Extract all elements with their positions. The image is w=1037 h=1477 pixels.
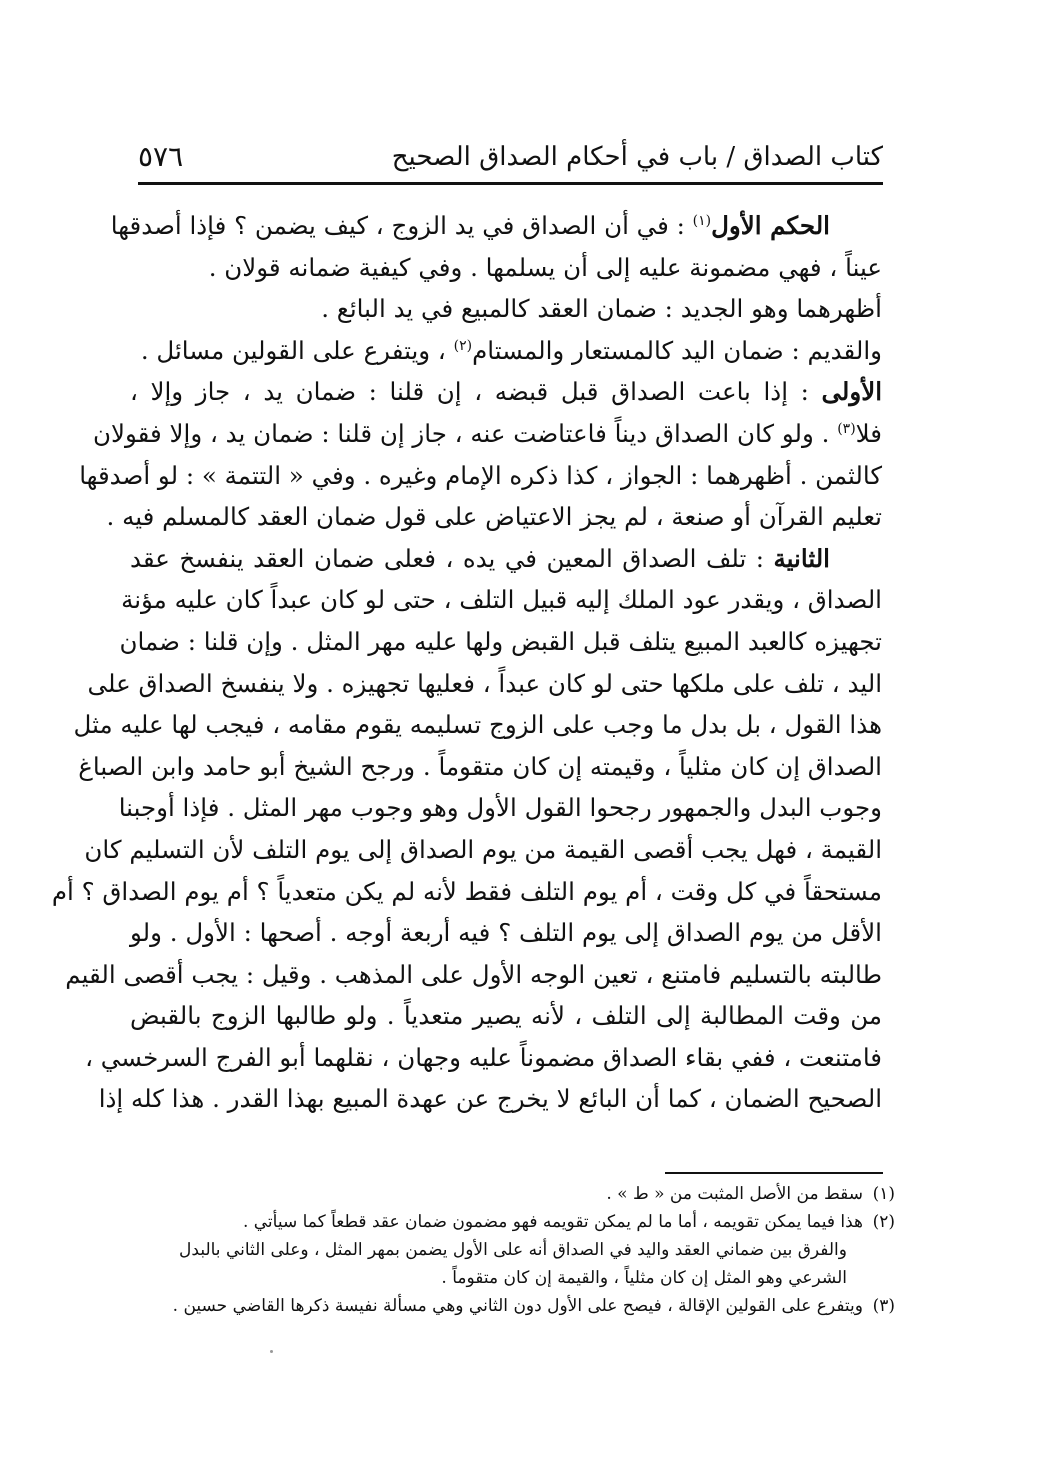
header-title: كتاب الصداق / باب في أحكام الصداق الصحيح [391, 142, 883, 172]
text-span: : إذا باعت الصداق قبل قبضه ، إن قلنا : ضمان يد ، جاز وإلا ، [130, 377, 822, 407]
text-line: كالثمن . أظهرهما : الجواز ، كذا ذكره الإمام وغيره . وفي « التتمة » : لو أصدقها [79, 460, 882, 490]
text-line: وجوب البدل والجمهور رجحوا القول الأول وهو وجوب مهر المثل . فإذا أوجبنا [118, 793, 882, 823]
footnote-text: ويتفرع على القولين الإقالة ، فيصح على الأول دون الثاني وهي مسألة نفيسة ذكرها القاضي حسين . [172, 1296, 863, 1316]
text-span: فلا [855, 418, 882, 448]
scan-speck [270, 1350, 273, 1353]
footnote-ref-1: (١) [692, 212, 712, 229]
text-line: تجهيزه كالعبد المبيع يتلف قبل القبض ولها عليه مهر المثل . وإن قلنا : ضمان [119, 626, 882, 656]
text-line: فامتنعت ، ففي بقاء الصداق مضموناً عليه وجهان ، نقلهما أبو الفرج السرخسي ، [85, 1042, 882, 1072]
footnote-number: (٣) [872, 1296, 895, 1316]
text-line: تعليم القرآن أو صنعة ، لم يجز الاعتياض على قول ضمان العقد كالمسلم فيه . [106, 502, 882, 532]
text-line: عيناً ، فهي مضمونة عليه إلى أن يسلمها . وفي كيفية ضمانه قولان . [208, 252, 882, 282]
page-number: ٥٧٦ [138, 140, 184, 173]
footnote-number: (١) [872, 1184, 895, 1204]
text-span: : تلف الصداق المعين في يده ، فعلى ضمان العقد ينفسخ عقد [130, 543, 774, 573]
heading-first-ruling: الحكم الأول [711, 211, 830, 240]
footnote-ref-2: (٢) [453, 337, 473, 354]
running-header [138, 140, 883, 185]
text-line [130, 330, 882, 372]
text-span: ، ويتفرع على القولين مسائل . [140, 335, 454, 365]
footnote [150, 1208, 895, 1236]
text-line: الصحيح الضمان ، كما أن البائع لا يخرج عن عهدة المبيع بهذا القدر . هذا كله إذا [98, 1084, 882, 1114]
text-line [110, 205, 882, 247]
footnote-continuation: الشرعي وهو المثل إن كان مثلياً ، والقيمة إن كان متقوماً . [441, 1268, 847, 1288]
footnote-ref-3: (٣) [837, 420, 856, 437]
text-line [93, 413, 882, 455]
footnote-text: سقط من الأصل المثبت من « ط » . [606, 1184, 863, 1204]
main-text [51, 205, 882, 1120]
heading-second-issue: الثانية [773, 543, 830, 573]
footnote-number: (٢) [872, 1212, 895, 1232]
heading-first-issue: الأولى [821, 377, 882, 407]
text-span: . ولو كان الصداق ديناً فاعتاضت عنه ، جاز إن قلنا : ضمان يد ، وإلا فقولان [93, 418, 838, 448]
text-line: من وقت المطالبة إلى التلف ، لأنه يصير متعدياً . ولو طالبها الزوج بالقبض [130, 1001, 882, 1031]
text-line: الصداق إن كان مثلياً ، وقيمته إن كان متقوماً . ورجح الشيخ أبو حامد وابن الصباغ [78, 751, 882, 781]
footnotes [150, 1180, 895, 1320]
footnote [150, 1180, 895, 1208]
text-line: طالبته بالتسليم فامتنع ، تعين الوجه الأول على المذهب . وقيل : يجب أقصى القيم [65, 959, 882, 989]
footnote [150, 1292, 895, 1320]
footnote-separator [665, 1172, 883, 1174]
text-line [130, 538, 882, 580]
text-line: الصداق ، ويقدر عود الملك إليه قبيل التلف ، حتى لو كان عبداً كان عليه مؤنة [121, 585, 882, 615]
text-span: : في أن الصداق في يد الزوج ، كيف يضمن ؟ فإذا أصدقها [110, 211, 693, 240]
text-line: الأقل من يوم الصداق إلى يوم التلف ؟ فيه أربعة أوجه . أصحها : الأول . ولو [130, 918, 882, 948]
text-line: اليد ، تلف على ملكها حتى لو كان عبداً ، فعليها تجهيزه . ولا ينفسخ الصداق على [87, 668, 882, 698]
footnote-text: هذا فيما يمكن تقويمه ، أما ما لم يمكن تقويمه فهو مضمون ضمان عقد قطعاً كما سيأتي . [242, 1212, 863, 1232]
text-span: والقديم : ضمان اليد كالمستعار والمستام [472, 335, 882, 365]
footnote-continuation: والفرق بين ضماني العقد واليد في الصداق أنه على الأول يضمن بمهر المثل ، وعلى الثاني بالبدل [179, 1240, 847, 1260]
text-line: مستحقاً في كل وقت ، أم يوم التلف فقط لأنه لم يكن متعدياً ؟ أم يوم الصداق ؟ أم [51, 876, 882, 906]
text-line: هذا القول ، بل بدل ما وجب على الزوج تسليمه يقوم مقامه ، فيجب لها عليه مثل [73, 710, 882, 740]
text-line: أظهرهما وهو الجديد : ضمان العقد كالمبيع في يد البائع . [321, 294, 882, 324]
text-line [130, 371, 882, 413]
text-line: القيمة ، فهل يجب أقصى القيمة من يوم الصداق إلى يوم التلف لأن التسليم كان [84, 834, 882, 864]
